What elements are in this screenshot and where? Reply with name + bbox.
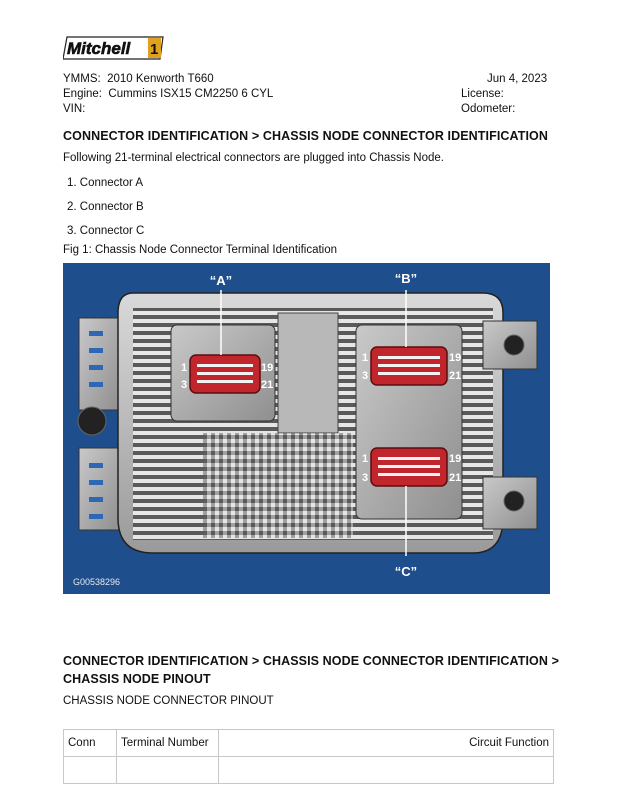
connector-a-label: “A”	[209, 273, 233, 288]
table-cell	[117, 757, 219, 784]
pin-label: 19	[449, 352, 462, 364]
engine-label: Engine:	[63, 88, 103, 100]
table-header-row	[64, 730, 554, 757]
odometer-label: Odometer:	[461, 103, 516, 115]
pin-label: 21	[449, 472, 462, 484]
bolt	[504, 335, 524, 355]
pin-label: 3	[362, 370, 369, 382]
pin-label: 19	[449, 453, 462, 465]
header-terminal-number: Terminal Number	[117, 730, 219, 757]
pin-label: 21	[449, 370, 462, 382]
logo-mark: 1	[150, 41, 159, 58]
header-conn: Conn	[64, 730, 117, 757]
ymms-label: YMMS:	[63, 73, 101, 85]
connector-c-label: “C”	[394, 564, 418, 579]
pin-label: 1	[181, 362, 188, 374]
pin-label: 1	[362, 352, 369, 364]
engine-value: Cummins ISX15 CM2250 6 CYL	[108, 88, 274, 100]
header-circuit-function: Circuit Function	[219, 730, 554, 757]
section2-title-line1: CONNECTOR IDENTIFICATION > CHASSIS NODE CONNECTOR IDENTIFICATION >	[63, 654, 559, 668]
pin-label: 19	[261, 362, 274, 374]
chassis-node-figure	[63, 263, 550, 594]
ymms-value: 2010 Kenworth T660	[107, 73, 214, 85]
engine-row	[63, 87, 273, 102]
intro-text: Following 21-terminal electrical connectors are plugged into Chassis Node.	[63, 152, 444, 164]
pinout-subtitle: CHASSIS NODE CONNECTOR PINOUT	[63, 695, 274, 707]
pin-label: 1	[362, 453, 369, 465]
figure-id: G00538296	[73, 577, 121, 587]
table-row	[64, 757, 554, 784]
mitchell-logo	[63, 36, 165, 60]
pin-label: 3	[362, 472, 369, 484]
bolt	[78, 407, 106, 435]
table-cell	[219, 757, 554, 784]
pinout-table	[63, 729, 554, 784]
vin-label: VIN:	[63, 103, 86, 115]
logo-text: Mitchell	[67, 39, 131, 58]
list-item: 1. Connector A	[67, 177, 144, 189]
report-date: Jun 4, 2023	[487, 73, 548, 85]
chassis-node-illustration	[63, 263, 550, 594]
license-label: License:	[461, 88, 504, 100]
figure-caption: Fig 1: Chassis Node Connector Terminal Identification	[63, 244, 338, 256]
pin-label: 21	[261, 379, 274, 391]
list-item: 3. Connector C	[67, 225, 145, 237]
lower-fins	[203, 433, 353, 538]
table-cell	[64, 757, 117, 784]
section-title: CONNECTOR IDENTIFICATION > CHASSIS NODE CONNECTOR IDENTIFICATION	[63, 129, 549, 143]
section2-title-line2: CHASSIS NODE PINOUT	[63, 672, 211, 686]
pin-label: 3	[181, 379, 188, 391]
bolt	[504, 491, 524, 511]
ymms-row	[63, 72, 214, 87]
center-plate	[278, 313, 338, 433]
list-item: 2. Connector B	[67, 201, 144, 213]
connector-b-label: “B”	[394, 271, 418, 286]
